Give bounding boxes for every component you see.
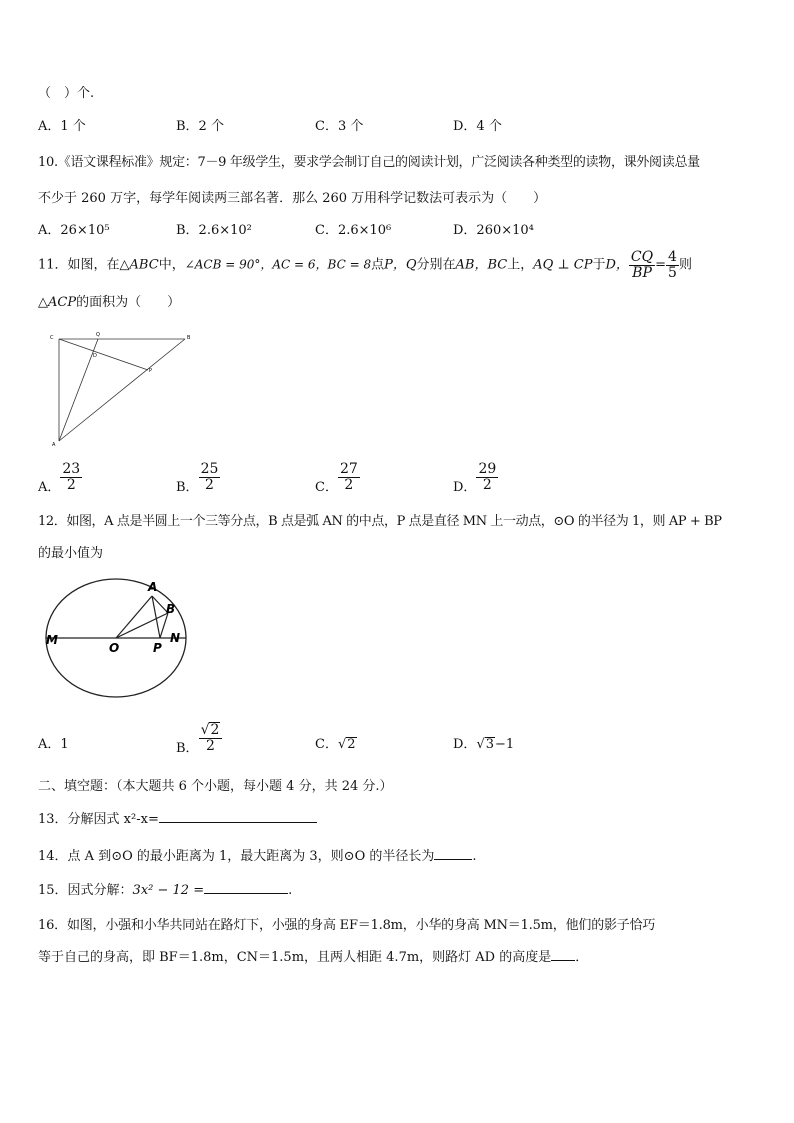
q16-line-1: 16．如图，小强和小华共同站在路灯下，小强的身高 EF＝1.8m，小华的身高 MN＝1.5m，他们的影子恰巧 [38, 918, 656, 933]
q11-ze: 则 [678, 257, 692, 273]
q11-k-fraction: $\frac{4}{5}$ [668, 249, 677, 281]
q16-answer-blank[interactable] [551, 960, 575, 961]
q16-end: ． [575, 950, 589, 965]
q11-label-a: A [52, 442, 56, 448]
q11-prefix: 11．如图，在 [38, 257, 120, 273]
q11-ratio-fraction: $\frac{CQ}{BP}$ [630, 249, 654, 281]
q14-answer-blank[interactable] [434, 859, 472, 860]
q12-line-2: 的最小值为 [38, 546, 104, 561]
q11-condition: ∠ACB = 90°，AC = 6，BC = 8 [184, 257, 372, 272]
q11-perp: AQ ⊥ CP [533, 257, 593, 273]
q11-option-a: A． $\frac{23}{2}$ [38, 461, 81, 495]
q12-label-a: A [148, 580, 158, 594]
q11-shang: 上， [507, 257, 534, 273]
q12-option-c: C．√2 [315, 737, 356, 752]
q13 [38, 808, 317, 827]
q11-fenbie: 分别在 [416, 257, 456, 273]
q11-option-c: C． $\frac{27}{2}$ [315, 461, 358, 495]
q11-label-p: P [149, 368, 153, 374]
q10-option-b: B．2.6×10² [176, 223, 252, 238]
q12-option-a: A．1 [38, 737, 69, 752]
q11-label-q: Q [96, 332, 100, 338]
q11-pq: P，Q [384, 257, 417, 273]
q11-figure [48, 330, 198, 448]
q11-acp: △ACP [38, 295, 77, 310]
q14 [38, 845, 477, 864]
q11-zhong: 中， [158, 257, 185, 273]
q12-label-m: M [46, 633, 58, 647]
q11-d: D， [605, 257, 629, 273]
q12-line-1: 12．如图，A 点是半圆上一个三等分点，B 点是弧 AN 的中点，P 点是直径 MN 上一动点，⊙O 的半径为 1，则 AP + BP [38, 514, 722, 529]
q11-label-c: C [50, 335, 54, 341]
q9-option-a: A．1 个 [38, 119, 86, 134]
q11-equals: = [655, 257, 667, 273]
q13-answer-blank[interactable] [159, 822, 317, 823]
q15-text: 15．因式分解： [38, 883, 133, 898]
q11-line-1 [38, 250, 692, 280]
q10-option-a: A．26×10⁵ [38, 223, 110, 238]
q9-tail: （ ）个. [38, 86, 95, 101]
q11-option-b: B． $\frac{25}{2}$ [176, 461, 219, 495]
q9-option-b: B．2 个 [176, 119, 224, 134]
q11-area-text: 的面积为（ ） [76, 295, 181, 310]
q9-option-d: D．4 个 [453, 119, 502, 134]
q14-end: . [472, 849, 477, 864]
q12-label-n: N [170, 631, 181, 645]
q10-line-1: 10.《语文课程标准》规定：7－9 年级学生，要求学会制订自己的阅读计划，广泛阅读各种类型的读物，课外阅读总量 [38, 155, 700, 170]
q15-answer-blank[interactable] [204, 893, 288, 894]
q10-option-d: D．260×10⁴ [453, 223, 534, 238]
q12-figure [40, 578, 200, 703]
q9-option-c: C．3 个 [315, 119, 364, 134]
q10-option-c: C．2.6×10⁶ [315, 223, 392, 238]
q16-line-2 [38, 946, 588, 965]
q11-yu: 于 [592, 257, 606, 273]
q15-end: . [288, 883, 293, 898]
q11-triangle: △ABC [119, 257, 159, 273]
q15 [38, 879, 292, 898]
q16-text: 等于自己的身高，即 BF＝1.8m，CN＝1.5m，且两人相距 4.7m，则路灯 AD 的高度是 [38, 950, 552, 965]
q11-line-2 [38, 291, 180, 310]
q15-expression: 3x² − 12 = [132, 883, 205, 898]
section-2-heading: 二、填空题：（本大题共 6 个小题，每小题 4 分，共 24 分.） [38, 779, 393, 794]
q13-text: 13．分解因式 x²-x= [38, 812, 159, 827]
q11-dian: 点 [371, 257, 385, 273]
q11-ab-bc: AB，BC [455, 257, 508, 273]
q12-option-b: B． $\frac{√2}{2}$ [176, 722, 222, 754]
q12-label-o: O [109, 641, 120, 655]
q12-label-p: P [153, 641, 162, 655]
q11-option-d: D． $\frac{29}{2}$ [453, 461, 497, 495]
q11-label-b: B [187, 335, 191, 341]
q12-label-b: B [166, 602, 176, 616]
q10-line-2: 不少于 260 万字，每学年阅读两三部名著．那么 260 万用科学记数法可表示为（ ） [38, 191, 547, 206]
q14-text: 14．点 A 到⊙O 的最小距离为 1，最大距离为 3，则⊙O 的半径长为 [38, 849, 435, 864]
q11-label-d: D [93, 353, 97, 359]
q12-option-d: D．√3−1 [453, 737, 515, 752]
